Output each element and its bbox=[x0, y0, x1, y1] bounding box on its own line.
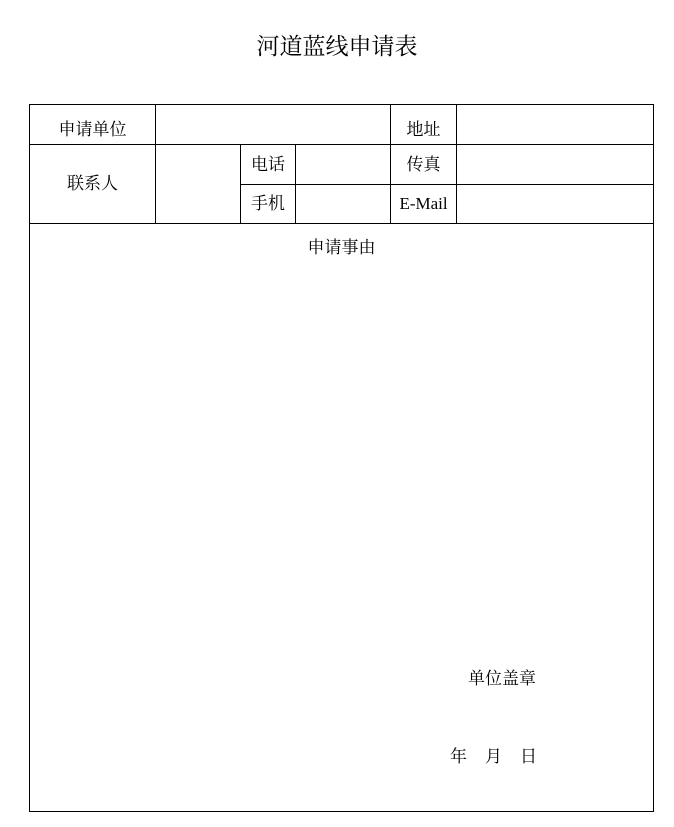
reason-label: 申请事由 bbox=[307, 238, 376, 258]
contact-field[interactable] bbox=[156, 145, 241, 224]
phone-label: 电话 bbox=[241, 145, 296, 185]
date-year-label: 年 bbox=[450, 747, 467, 767]
fax-field[interactable] bbox=[457, 145, 654, 185]
application-form-table bbox=[29, 104, 654, 812]
applicant-unit-label: 申请单位 bbox=[30, 105, 156, 145]
email-field[interactable] bbox=[457, 185, 654, 224]
contact-label: 联系人 bbox=[30, 145, 156, 224]
phone-field[interactable] bbox=[296, 145, 391, 185]
address-field[interactable] bbox=[457, 105, 654, 145]
mobile-label: 手机 bbox=[241, 185, 296, 224]
address-label: 地址 bbox=[391, 105, 457, 145]
reason-field[interactable] bbox=[30, 224, 654, 812]
page-title: 河道蓝线申请表 bbox=[256, 34, 418, 60]
email-label: E-Mail bbox=[391, 185, 457, 224]
seal-label: 单位盖章 bbox=[468, 669, 536, 689]
date-day-label: 日 bbox=[520, 747, 537, 767]
date-line bbox=[450, 746, 537, 768]
applicant-unit-field[interactable] bbox=[156, 105, 391, 145]
date-month-label: 月 bbox=[485, 747, 502, 767]
fax-label: 传真 bbox=[391, 145, 457, 185]
mobile-field[interactable] bbox=[296, 185, 391, 224]
